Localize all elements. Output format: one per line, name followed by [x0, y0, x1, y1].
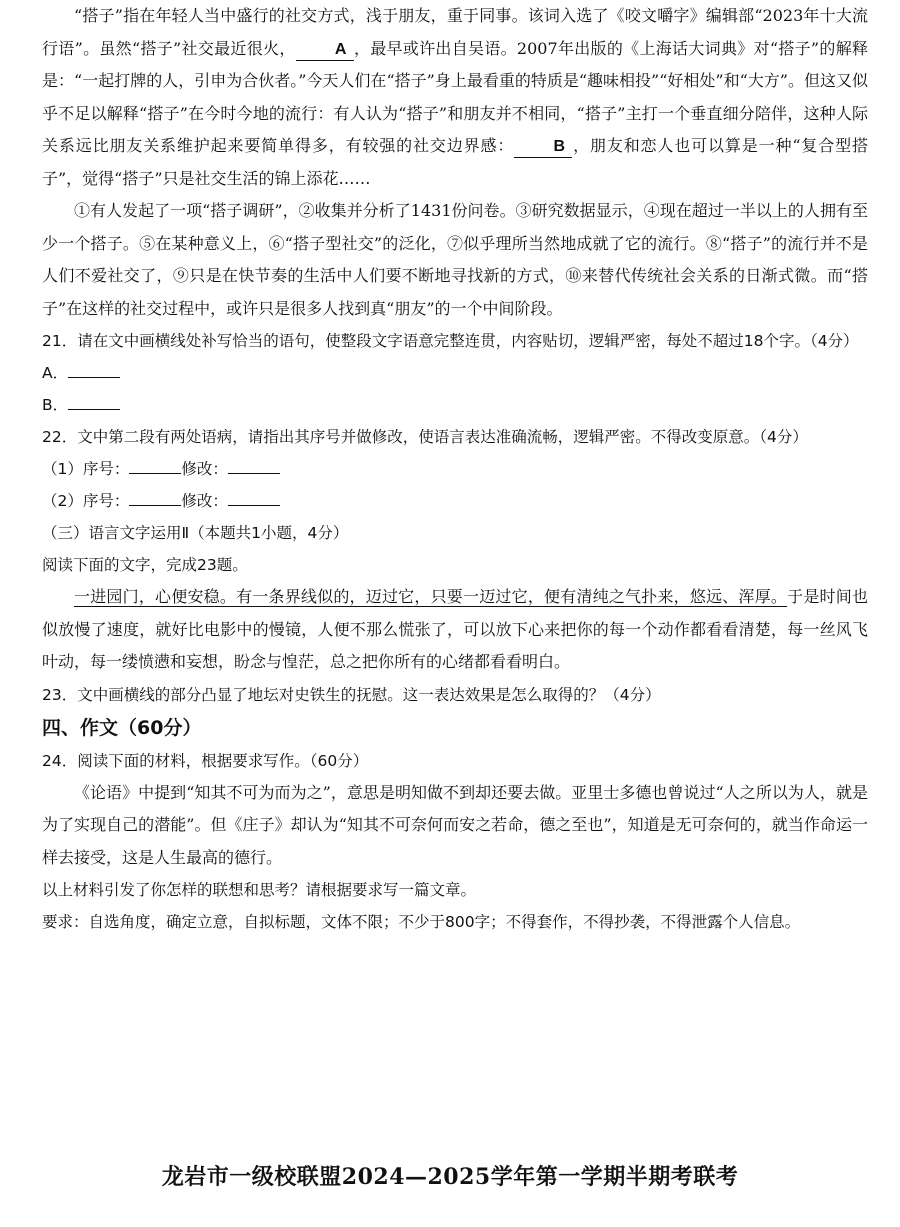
section-4-title: 四、作文（60分）: [42, 716, 202, 739]
passage-paragraph-1: [42, 0, 868, 195]
question-22: 22．文中第二段有两处语病，请指出其序号并做修改，使语言表达准确流畅，逻辑严密。不得改变原意。（4分）: [42, 428, 808, 446]
exam-page: [42, 0, 868, 938]
section-3-instruction: 阅读下面的文字，完成23题。: [42, 556, 248, 574]
fix-line-1-prefix: （1）序号：: [42, 460, 130, 478]
answer-line-a: [42, 357, 868, 389]
underlined-sentence: 一进园门，心便安稳。有一条界线似的，迈过它，只要一迈过它，便有清纯之气扑来，悠远、浑厚。: [74, 587, 788, 606]
fix-2-number-blank[interactable]: [129, 489, 181, 506]
essay-requirements: 要求：自选角度，确定立意，自拟标题，文体不限；不少于800字；不得套作，不得抄袭，不得泄露个人信息。: [42, 913, 801, 931]
fix-line-1: [42, 453, 868, 485]
answer-line-b: [42, 389, 868, 421]
fix-line-2-mid: 修改：: [181, 492, 228, 510]
fix-line-2: [42, 485, 868, 517]
passage-text: 于是时间也似放慢了速度，就好比电影中的慢镜，人便不那么慌张了，可以放下心来把你的每一个动作都看看清楚，每一丝风飞叶动，每一缕愤懑和妄想，盼念与惶茫，总之把你所有的心绪都看看明白。: [42, 587, 868, 671]
essay-material: 《论语》中提到“知其不可为而为之”，意思是明知做不到却还要去做。亚里士多德也曾说过“人之所以为人，就是为了实现自己的潜能”。但《庄子》却认为“知其不可奈何而安之若命，德之至也”，知道是无可奈何的，就当作命运一样去接受，这是人生最高的德行。: [42, 782, 868, 867]
answer-blank-b[interactable]: [68, 393, 120, 410]
exam-footer-title: 龙岩市一级校联盟2024—2025学年第一学期半期考联考: [161, 1164, 739, 1190]
fix-1-edit-blank[interactable]: [228, 457, 280, 474]
passage-paragraph-2: ①有人发起了一项“搭子调研”，②收集并分析了1431份问卷。③研究数据显示，④现在超过一半以上的人拥有至少一个搭子。⑤在某种意义上，⑥“搭子型社交”的泛化，⑦似乎理所当然地成就了它的流行。⑧“搭子”的流行并不是人们不爱社交了，⑨只是在快节奏的生活中人们要不断地寻找新的方式，⑩来替代传统社会关系的日渐式微。而“搭子”在这样的社交过程中，或许只是很多人找到真“朋友”的一个中间阶段。: [42, 201, 868, 318]
question-24: 24．阅读下面的材料，根据要求写作。（60分）: [42, 751, 369, 770]
answer-blank-a[interactable]: [68, 361, 120, 378]
passage-text: ，最早或许出自吴语。2007年出版的《上海话大词典》对“搭子”的解释是：“一起打牌的人，引申为合伙者。”今天人们在“搭子”身上最看重的特质是“趣味相投”“好相处”和“大方”。但这又似乎不足以解释“搭子”在今时今地的流行：有人认为“搭子”和朋友并不相同，“搭子”主打一个垂直细分陪伴，这种人际关系远比朋友关系维护起来要简单得多，有较强的社交边界感：: [42, 38, 868, 155]
essay-prompt: 以上材料引发了你怎样的联想和思考？请根据要求写一篇文章。: [42, 881, 477, 899]
answer-label-b: B．: [42, 396, 69, 414]
section-3-title: （三）语言文字运用Ⅱ（本题共1小题，4分）: [42, 524, 349, 542]
blank-a: A: [296, 40, 354, 61]
fix-1-number-blank[interactable]: [129, 457, 181, 474]
answer-label-a: A．: [42, 364, 69, 382]
fix-line-2-prefix: （2）序号：: [42, 492, 130, 510]
passage-text: ，朋友和恋人也可以算是一种“复合型搭子”，觉得“搭子”只是社交生活的锦上添花……: [42, 136, 868, 188]
fix-2-edit-blank[interactable]: [228, 489, 280, 506]
passage-text: “搭子”指在年轻人当中盛行的社交方式，浅于朋友，重于同事。该词入选了《咬文嚼字》编辑部“2023年十大流行语”。虽然“搭子”社交最近很火，: [42, 6, 868, 58]
fix-line-1-mid: 修改：: [181, 460, 228, 478]
passage-paragraph-3: [42, 581, 868, 679]
blank-b: B: [514, 137, 572, 158]
question-21: 21．请在文中画横线处补写恰当的语句，使整段文字语意完整连贯，内容贴切，逻辑严密，每处不超过18个字。（4分）: [42, 332, 859, 350]
question-23: 23．文中画横线的部分凸显了地坛对史铁生的抚慰。这一表达效果是怎么取得的？（4分）: [42, 685, 661, 704]
